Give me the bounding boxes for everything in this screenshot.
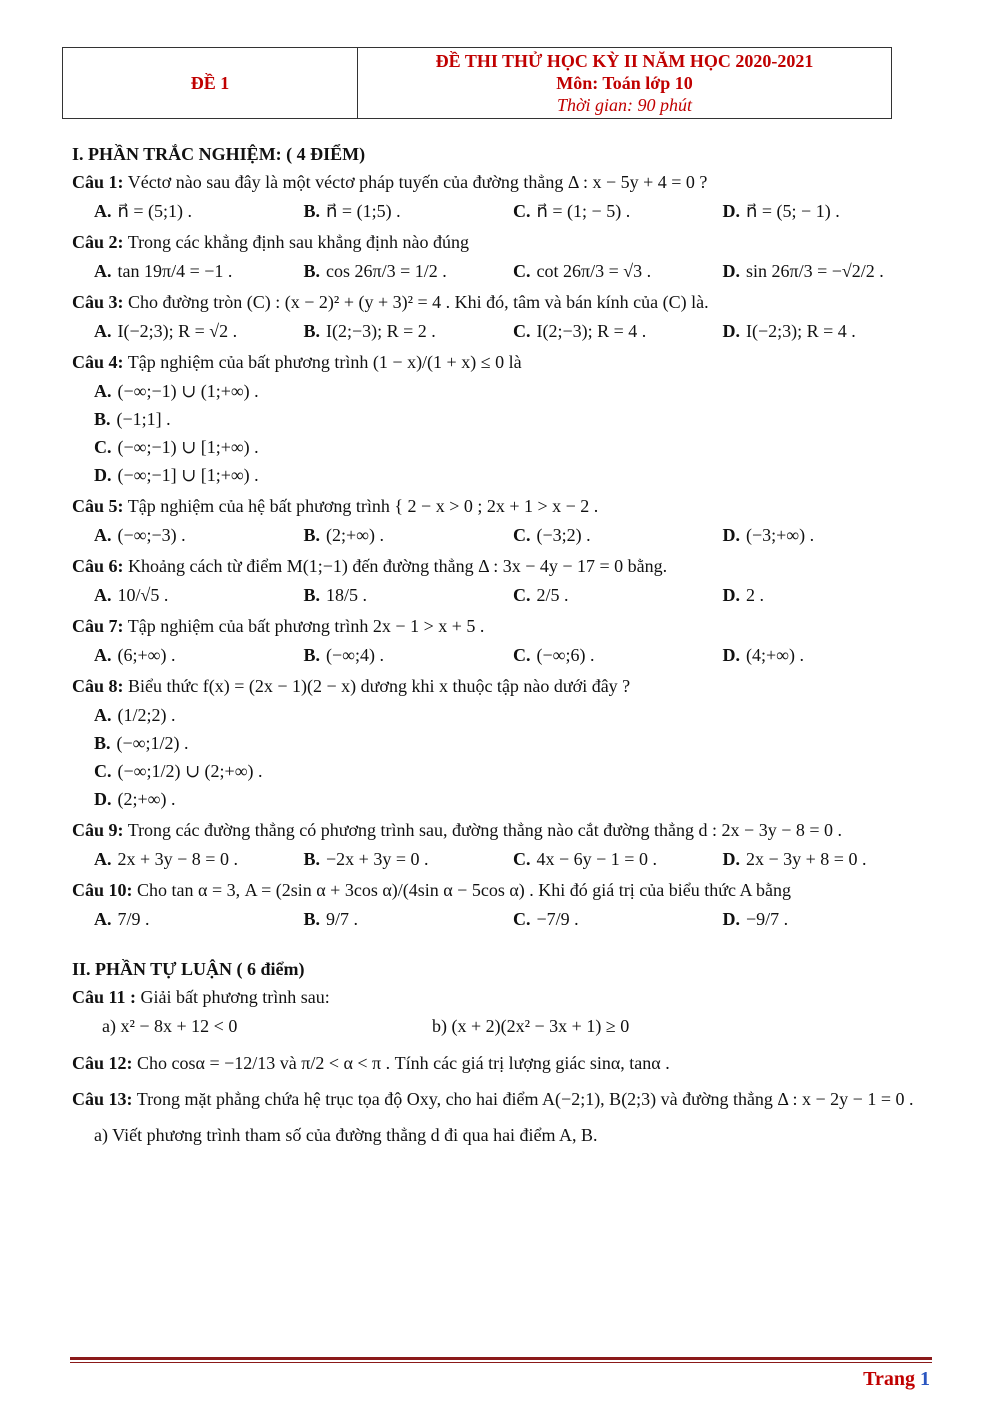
question-11-a: a) x² − 8x + 12 < 0 <box>102 1016 238 1036</box>
footer-rule <box>70 1357 932 1360</box>
question-text: Khoảng cách từ điểm M(1;−1) đến đường thẳng Δ : 3x − 4y − 17 = 0 bằng. <box>128 556 668 576</box>
question-7-options <box>94 641 932 669</box>
question-11-parts <box>102 1012 932 1040</box>
question-label: Câu 6: <box>72 556 124 576</box>
option-letter: B. <box>303 645 321 665</box>
option-value: (−3;+∞) . <box>746 525 815 545</box>
question-text: Tập nghiệm của hệ bất phương trình { 2 − x > 0 ; 2x + 1 > x − 2 . <box>127 496 599 516</box>
option-value: (−∞;1/2) . <box>116 733 189 753</box>
option-value: I(2;−3); R = 2 . <box>326 321 436 341</box>
answer-option[interactable] <box>304 641 514 669</box>
answer-option[interactable] <box>94 581 304 609</box>
option-value: cot 26π/3 = √3 . <box>536 261 652 281</box>
option-letter: D. <box>722 585 740 605</box>
option-letter: C. <box>513 525 531 545</box>
question-5 <box>72 493 932 519</box>
answer-option[interactable] <box>94 701 514 729</box>
option-value: 18/5 . <box>326 585 368 605</box>
question-9 <box>72 817 932 843</box>
option-letter: C. <box>94 437 112 457</box>
option-letter: A. <box>94 201 112 221</box>
option-letter: C. <box>513 645 531 665</box>
question-11 <box>72 984 932 1010</box>
option-letter: D. <box>722 645 740 665</box>
option-letter: C. <box>513 261 531 281</box>
answer-option[interactable] <box>723 641 933 669</box>
option-value: I(2;−3); R = 4 . <box>536 321 647 341</box>
question-4-options <box>94 377 932 489</box>
question-text: Cho đường tròn (C) : (x − 2)² + (y + 3)² = 4 . Khi đó, tâm và bán kính của (C) là. <box>128 292 709 312</box>
option-letter: B. <box>303 585 321 605</box>
header-table <box>62 47 892 119</box>
answer-option[interactable] <box>304 845 514 873</box>
option-letter: D. <box>722 321 740 341</box>
answer-option[interactable] <box>94 461 514 489</box>
answer-option[interactable] <box>304 905 514 933</box>
answer-option[interactable] <box>94 845 304 873</box>
option-value: (−∞;6) . <box>536 645 595 665</box>
option-letter: C. <box>513 321 531 341</box>
question-text: Tập nghiệm của bất phương trình (1 − x)/(1 + x) ≤ 0 là <box>127 352 522 372</box>
question-label: Câu 4: <box>72 352 124 372</box>
option-letter: A. <box>94 849 112 869</box>
option-value: (−1;1] . <box>116 409 171 429</box>
question-11-b: b) (x + 2)(2x² − 3x + 1) ≥ 0 <box>432 1016 630 1036</box>
answer-option[interactable] <box>723 317 933 345</box>
option-value: (1/2;2) . <box>117 705 176 725</box>
option-value: 10/√5 . <box>117 585 169 605</box>
option-value: n⃗ = (1;5) . <box>326 201 401 221</box>
option-value: (2;+∞) . <box>326 525 384 545</box>
question-10-options <box>94 905 932 933</box>
question-label: Câu 5: <box>72 496 124 516</box>
answer-option[interactable] <box>94 377 514 405</box>
option-letter: D. <box>722 525 740 545</box>
question-text: Trong các đường thẳng có phương trình sau, đường thẳng nào cắt đường thẳng d : 2x − 3y − 8 = 0 . <box>127 820 842 840</box>
question-5-options <box>94 521 932 549</box>
question-text: Cho tan α = 3, A = (2sin α + 3cos α)/(4sin α − 5cos α) . Khi đó giá trị của biểu thức A bằng <box>137 880 791 900</box>
option-letter: C. <box>513 909 531 929</box>
exam-subject: Môn: Toán lớp 10 <box>556 73 693 93</box>
question-label: Câu 11 : <box>72 987 137 1007</box>
option-letter: A. <box>94 645 112 665</box>
option-value: 2x − 3y + 8 = 0 . <box>746 849 867 869</box>
answer-option[interactable] <box>723 197 933 225</box>
question-2 <box>72 229 932 255</box>
option-value: I(−2;3); R = 4 . <box>746 321 856 341</box>
answer-option[interactable] <box>304 581 514 609</box>
option-letter: B. <box>303 525 321 545</box>
question-6-options <box>94 581 932 609</box>
question-text: Tập nghiệm của bất phương trình 2x − 1 > x + 5 . <box>127 616 485 636</box>
option-letter: B. <box>303 321 321 341</box>
option-value: (−∞;−1) ∪ (1;+∞) . <box>117 381 259 401</box>
question-text: Trong mặt phẳng chứa hệ trục tọa độ Oxy, cho hai điểm A(−2;1), B(2;3) và đường thẳng Δ : x − 2y − 1 = 0 . <box>136 1089 914 1109</box>
answer-option[interactable] <box>94 757 514 785</box>
answer-option[interactable] <box>94 405 514 433</box>
option-value: (4;+∞) . <box>746 645 804 665</box>
answer-option[interactable] <box>94 197 304 225</box>
option-value: −2x + 3y = 0 . <box>326 849 429 869</box>
question-label: Câu 7: <box>72 616 124 636</box>
answer-option[interactable] <box>723 521 933 549</box>
option-value: −9/7 . <box>746 909 789 929</box>
question-label: Câu 13: <box>72 1089 133 1109</box>
option-value: 4x − 6y − 1 = 0 . <box>536 849 657 869</box>
option-letter: A. <box>94 525 112 545</box>
option-value: tan 19π/4 = −1 . <box>117 261 233 281</box>
option-letter: D. <box>94 465 112 485</box>
option-letter: D. <box>722 261 740 281</box>
question-label: Câu 10: <box>72 880 133 900</box>
exam-content <box>72 130 932 1150</box>
answer-option[interactable] <box>304 197 514 225</box>
answer-option[interactable] <box>513 905 723 933</box>
answer-option[interactable] <box>513 845 723 873</box>
footer-rule-thin <box>70 1362 932 1363</box>
question-label: Câu 1: <box>72 172 124 192</box>
question-1 <box>72 169 932 195</box>
option-value: (6;+∞) . <box>117 645 176 665</box>
exam-code: ĐỀ 1 <box>63 48 358 118</box>
option-value: 7/9 . <box>117 909 150 929</box>
question-13 <box>72 1086 932 1112</box>
page-label: Trang <box>863 1368 915 1390</box>
answer-option[interactable] <box>94 257 304 285</box>
question-3-options <box>94 317 932 345</box>
question-7 <box>72 613 932 639</box>
answer-option[interactable] <box>513 197 723 225</box>
question-8-options <box>94 701 932 813</box>
option-letter: A. <box>94 381 112 401</box>
answer-option[interactable] <box>723 257 933 285</box>
option-letter: A. <box>94 705 112 725</box>
question-text: Véctơ nào sau đây là một véctơ pháp tuyến của đường thẳng Δ : x − 5y + 4 = 0 ? <box>127 172 708 192</box>
option-value: I(−2;3); R = √2 . <box>117 321 238 341</box>
question-8 <box>72 673 932 699</box>
answer-option[interactable] <box>513 257 723 285</box>
question-13-a: a) Viết phương trình tham số của đường thẳng d đi qua hai điểm A, B. <box>94 1125 598 1145</box>
answer-option[interactable] <box>723 581 933 609</box>
option-letter: C. <box>513 585 531 605</box>
answer-option[interactable] <box>304 257 514 285</box>
option-value: (−∞;1/2) ∪ (2;+∞) . <box>117 761 263 781</box>
questions-list <box>72 169 932 933</box>
question-text: Giải bất phương trình sau: <box>140 987 330 1007</box>
option-value: cos 26π/3 = 1/2 . <box>326 261 447 281</box>
option-value: −7/9 . <box>536 909 579 929</box>
answer-option[interactable] <box>94 641 304 669</box>
page-value: 1 <box>920 1368 930 1390</box>
question-text: Biểu thức f(x) = (2x − 1)(2 − x) dương khi x thuộc tập nào dưới đây ? <box>128 676 631 696</box>
option-letter: B. <box>94 733 111 753</box>
option-letter: B. <box>303 909 321 929</box>
exam-time: Thời gian: 90 phút <box>556 95 693 115</box>
option-letter: A. <box>94 321 112 341</box>
question-label: Câu 3: <box>72 292 124 312</box>
part1-title: I. PHẦN TRẮC NGHIỆM: ( 4 ĐIỂM) <box>72 144 366 164</box>
answer-option[interactable] <box>723 905 933 933</box>
option-letter: C. <box>513 849 531 869</box>
answer-option[interactable] <box>94 729 514 757</box>
option-value: (−3;2) . <box>536 525 591 545</box>
option-letter: B. <box>303 201 321 221</box>
option-letter: D. <box>722 849 740 869</box>
answer-option[interactable] <box>513 641 723 669</box>
question-label: Câu 8: <box>72 676 124 696</box>
answer-option[interactable] <box>304 521 514 549</box>
answer-option[interactable] <box>304 317 514 345</box>
header-info <box>358 48 891 118</box>
question-12 <box>72 1050 932 1076</box>
option-value: 2 . <box>746 585 764 605</box>
answer-option[interactable] <box>94 521 304 549</box>
answer-option[interactable] <box>513 521 723 549</box>
option-value: n⃗ = (5;1) . <box>117 201 193 221</box>
part2-title: II. PHẦN TỰ LUẬN ( 6 điểm) <box>72 959 305 979</box>
option-letter: A. <box>94 585 112 605</box>
option-value: n⃗ = (5; − 1) . <box>746 201 840 221</box>
option-value: 9/7 . <box>326 909 359 929</box>
option-letter: B. <box>94 409 111 429</box>
answer-option[interactable] <box>94 905 304 933</box>
option-value: (−∞;−1] ∪ [1;+∞) . <box>117 465 259 485</box>
answer-option[interactable] <box>94 317 304 345</box>
answer-option[interactable] <box>723 845 933 873</box>
question-text: Trong các khẳng định sau khẳng định nào đúng <box>127 232 469 252</box>
option-letter: D. <box>722 909 740 929</box>
question-9-options <box>94 845 932 873</box>
question-3 <box>72 289 932 315</box>
question-4 <box>72 349 932 375</box>
page-number <box>863 1368 930 1391</box>
option-value: (−∞;−3) . <box>117 525 186 545</box>
exam-title: ĐỀ THI THỬ HỌC KỲ II NĂM HỌC 2020-2021 <box>435 51 814 71</box>
option-letter: A. <box>94 909 112 929</box>
option-value: (2;+∞) . <box>117 789 176 809</box>
answer-option[interactable] <box>94 785 514 813</box>
option-letter: D. <box>722 201 740 221</box>
option-value: n⃗ = (1; − 5) . <box>536 201 631 221</box>
option-letter: C. <box>513 201 531 221</box>
option-letter: B. <box>303 261 321 281</box>
question-2-options <box>94 257 932 285</box>
option-letter: A. <box>94 261 112 281</box>
question-label: Câu 2: <box>72 232 124 252</box>
option-value: 2x + 3y − 8 = 0 . <box>117 849 238 869</box>
question-label: Câu 9: <box>72 820 124 840</box>
question-text: Cho cosα = −12/13 và π/2 < α < π . Tính các giá trị lượng giác sinα, tanα . <box>137 1053 670 1073</box>
option-value: sin 26π/3 = −√2/2 . <box>746 261 884 281</box>
question-6 <box>72 553 932 579</box>
option-value: (−∞;−1) ∪ [1;+∞) . <box>117 437 259 457</box>
question-10 <box>72 877 932 903</box>
option-letter: D. <box>94 789 112 809</box>
answer-option[interactable] <box>94 433 514 461</box>
option-value: 2/5 . <box>536 585 569 605</box>
option-letter: C. <box>94 761 112 781</box>
question-1-options <box>94 197 932 225</box>
answer-option[interactable] <box>513 317 723 345</box>
question-label: Câu 12: <box>72 1053 133 1073</box>
answer-option[interactable] <box>513 581 723 609</box>
option-letter: B. <box>303 849 321 869</box>
option-value: (−∞;4) . <box>326 645 384 665</box>
